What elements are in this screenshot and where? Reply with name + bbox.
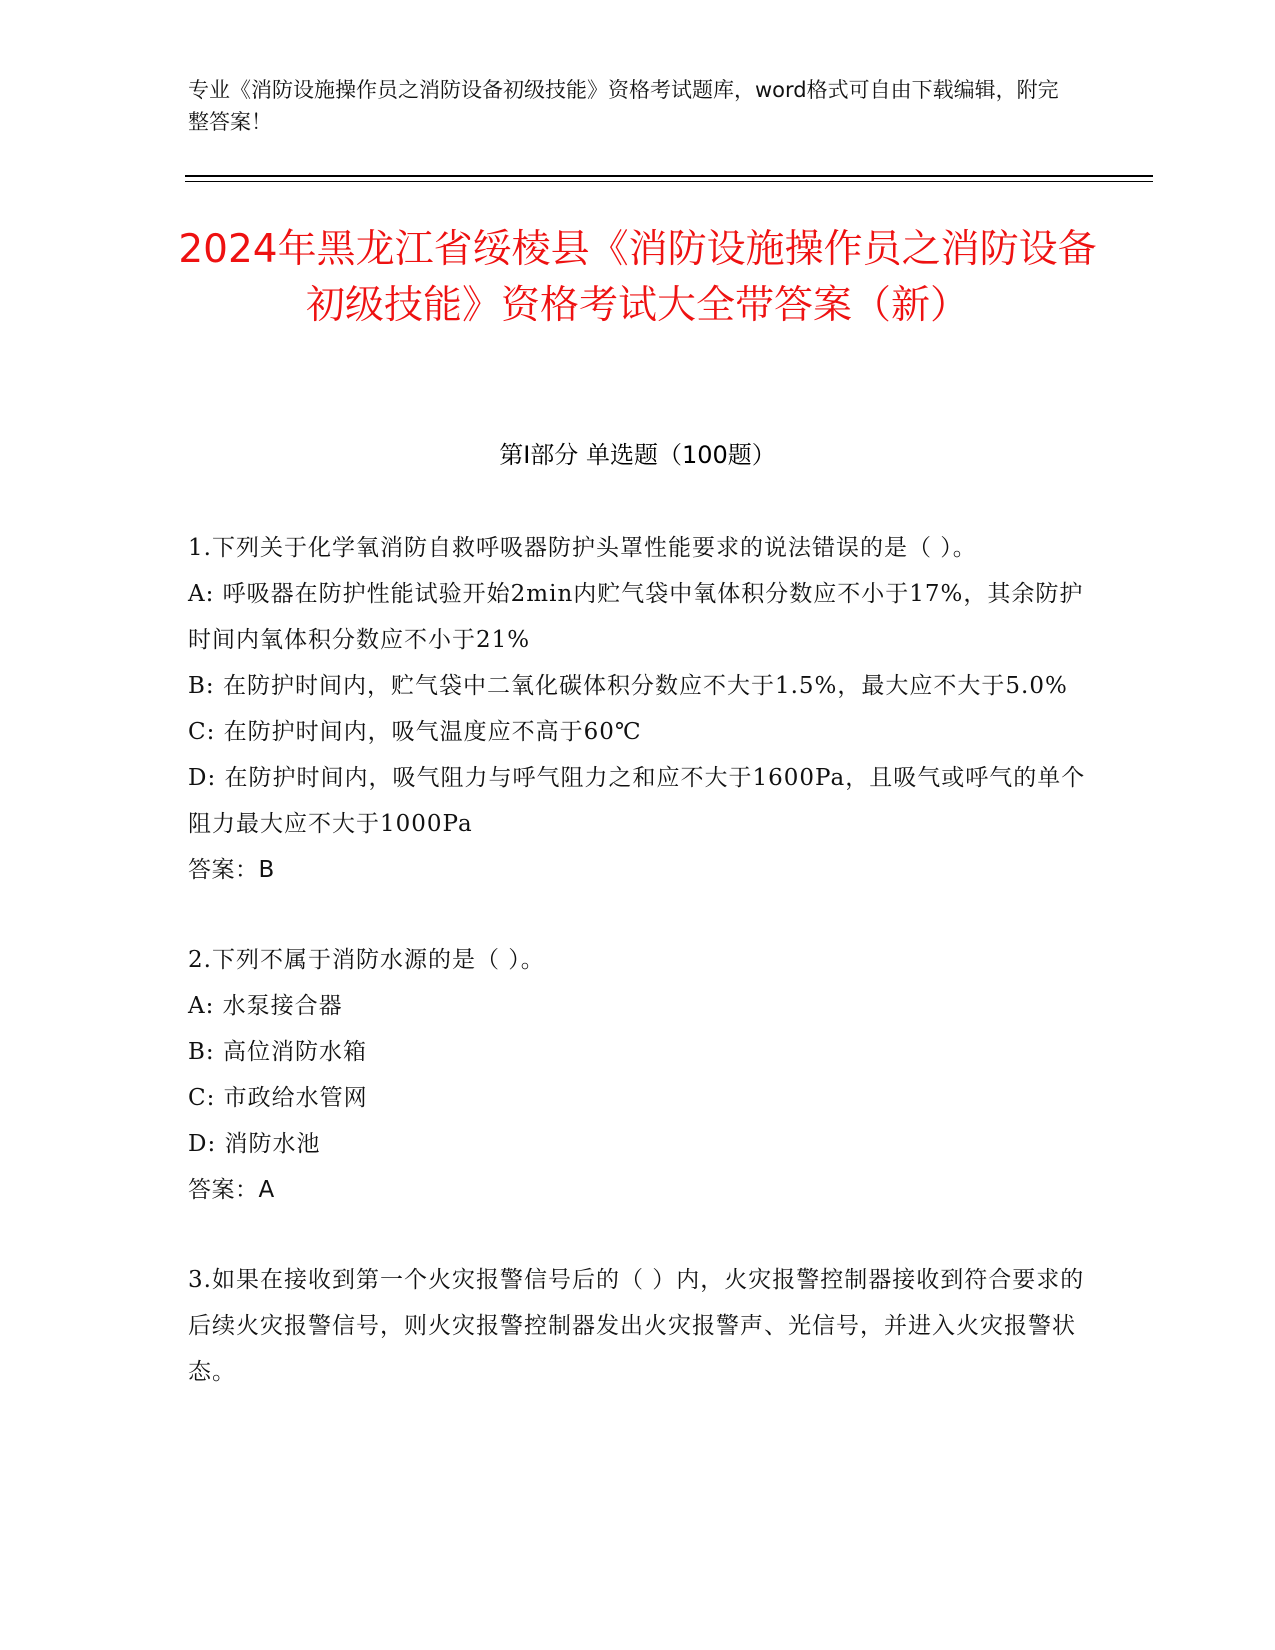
header-note: 专业《消防设施操作员之消防设备初级技能》资格考试题库，word格式可自由下载编辑，附完整答案！ <box>188 78 1059 134</box>
header-divider-thick <box>185 175 1153 177</box>
question-stem: 2.下列不属于消防水源的是（ ）。 <box>188 947 545 973</box>
option-d: D: 在防护时间内，吸气阻力与呼气阻力之和应不大于1600Pa，且吸气或呼气的单个阻力最大应不大于1000Pa <box>188 765 1086 837</box>
question-1 <box>188 525 1088 893</box>
option-c: C: 市政给水管网 <box>188 1085 368 1111</box>
section-heading: 第Ⅰ部分 单选题（100题） <box>499 441 776 469</box>
document-title: 2024年黑龙江省绥棱县《消防设施操作员之消防设备初级技能》资格考试大全带答案（新） <box>178 227 1097 328</box>
option-a: A: 水泵接合器 <box>188 993 343 1019</box>
question-2 <box>188 937 1088 1213</box>
answer: 答案：B <box>188 857 275 883</box>
question-stem: 3.如果在接收到第一个火灾报警信号后的（ ）内，火灾报警控制器接收到符合要求的后续火灾报警信号，则火灾报警控制器发出火灾报警声、光信号，并进入火灾报警状态。 <box>188 1267 1085 1385</box>
option-d: D: 消防水池 <box>188 1131 321 1157</box>
answer: 答案：A <box>188 1177 275 1203</box>
option-c: C: 在防护时间内，吸气温度应不高于60℃ <box>188 719 642 745</box>
option-b: B: 在防护时间内，贮气袋中二氧化碳体积分数应不大于1.5%，最大应不大于5.0% <box>188 673 1068 699</box>
question-3 <box>188 1257 1088 1395</box>
question-list <box>188 525 1088 1395</box>
option-a: A: 呼吸器在防护性能试验开始2min内贮气袋中氧体积分数应不小于17%，其余防护时间内氧体积分数应不小于21% <box>188 581 1084 653</box>
option-b: B: 高位消防水箱 <box>188 1039 367 1065</box>
header-divider-thin <box>185 181 1153 182</box>
question-stem: 1.下列关于化学氧消防自救呼吸器防护头罩性能要求的说法错误的是（ ）。 <box>188 535 977 561</box>
